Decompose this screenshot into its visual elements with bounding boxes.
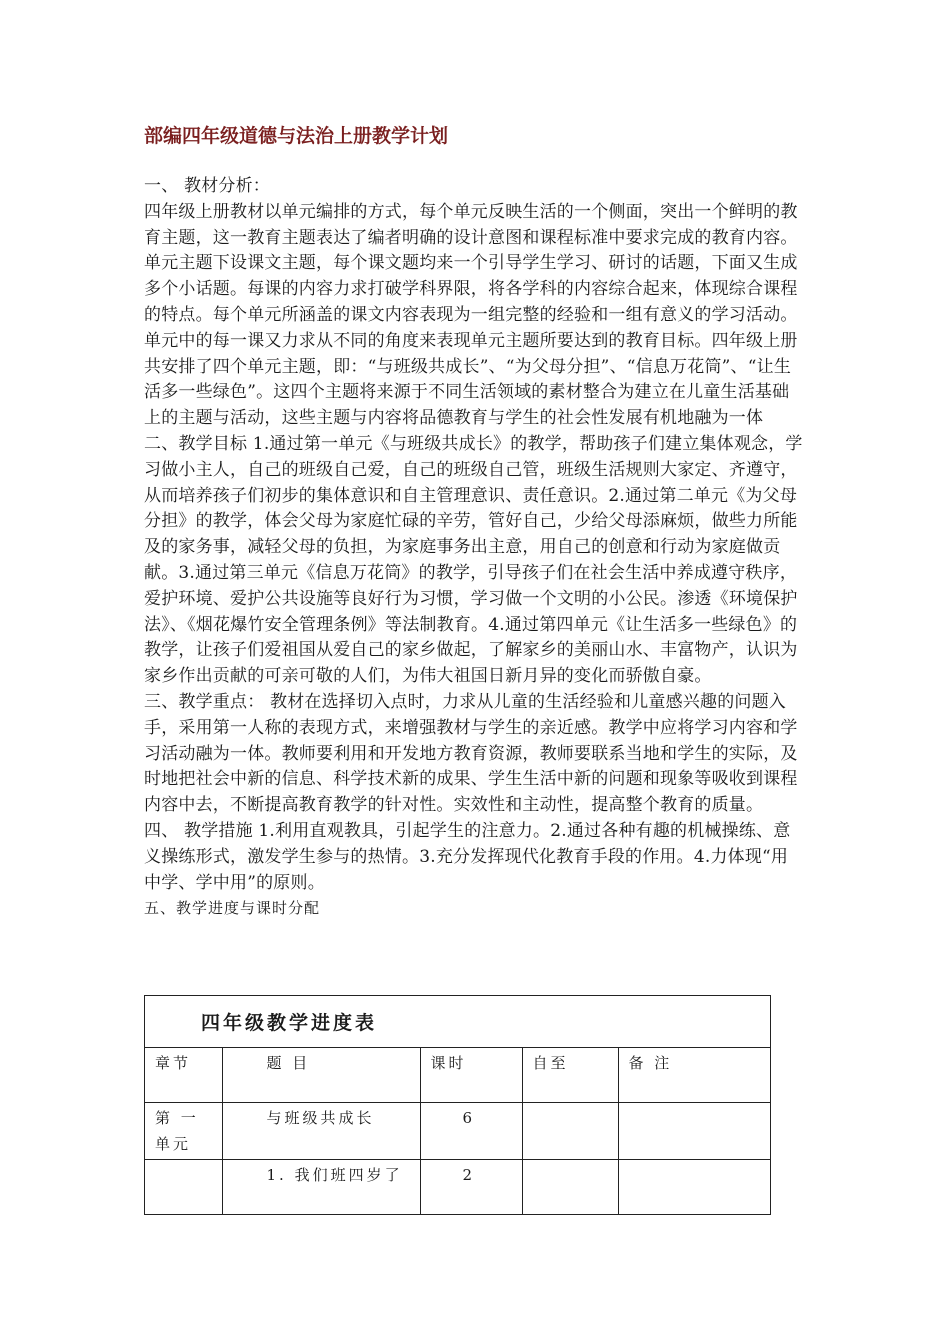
table-title-row [145,996,770,1048]
cell-from-to [522,1160,618,1215]
cell-remarks [618,1160,770,1215]
document-title: 部编四年级道德与法治上册教学计划 [144,125,449,147]
cell-hours: 6 [420,1103,522,1160]
cell-topic: 与班级共成长 [222,1103,420,1160]
header-chapter: 章节 [145,1048,222,1103]
cell-remarks [618,1103,770,1160]
table-title: 四年级教学进度表 [201,1012,378,1034]
section-5-heading: 五、教学进度与课时分配 [144,899,321,918]
header-topic: 题 目 [222,1048,420,1103]
header-remarks: 备 注 [618,1048,770,1103]
header-from-to: 自至 [522,1048,618,1103]
cell-from-to [522,1103,618,1160]
section-3-body: 三、教学重点： 教材在选择切入点时，力求从儿童的生活经验和儿童感兴趣的问题入手，采用第一人称的表现方式，来增强教材与学生的亲近感。教学中应将学习内容和学习活动融为一体。教师要利用和开发地方教育资源，教师要联系当地和学生的实际，及时地把社会中新的信息、科学技术新的成果、学生生活中新的问题和现象等吸收到课程内容中去，不断提高教育教学的针对性。实效性和主动性，提高整个教育的质量。 [144,691,798,816]
cell-chapter: 第 一单元 [145,1103,222,1160]
schedule-table [144,995,771,1215]
section-1-heading: 一、 教材分析： [144,176,271,196]
section-1-body: 四年级上册教材以单元编排的方式，每个单元反映生活的一个侧面，突出一个鲜明的教育主题，这一教育主题表达了编者明确的设计意图和课程标准中要求完成的教育内容。单元主题下设课文主题，每个课文题均来一个引导学生学习、研讨的话题，下面又生成多个小话题。每课的内容力求打破学科界限，将各学科的内容综合起来，体现综合课程的特点。每个单元所涵盖的课文内容表现为一组完整的经验和一组有意义的学习活动。单元中的每一课又力求从不同的角度来表现单元主题所要达到的教育目标。四年级上册共安排了四个单元主题，即：“与班级共成长”、“为父母分担”、“信息万花筒”、“让生活多一些绿色”。这四个主题将来源于不同生活领域的素材整合为建立在儿童生活基础上的主题与活动，这些主题与内容将品德教育与学生的社会性发展有机地融为一体 [144,201,798,429]
cell-hours: 2 [420,1160,522,1215]
cell-chapter [145,1160,222,1215]
schedule-grid [145,1048,770,1214]
section-2-body: 二、教学目标 1.通过第一单元《与班级共成长》的教学，帮助孩子们建立集体观念，学习做小主人，自己的班级自己爱，自己的班级自己管，班级生活规则大家定、齐遵守，从而培养孩子们初步的集体意识和自主管理意识、责任意识。2.通过第二单元《为父母分担》的教学，体会父母为家庭忙碌的辛劳，管好自己，少给父母添麻烦，做些力所能及的家务事，减轻父母的负担，为家庭事务出主意，用自己的创意和行动为家庭做贡献。3.通过第三单元《信息万花筒》的教学，引导孩子们在社会生活中养成遵守秩序，爱护环境、爱护公共设施等良好行为习惯，学习做一个文明的小公民。渗透《环境保护法》、《烟花爆竹安全管理条例》等法制教育。4.通过第四单元《让生活多一些绿色》的教学，让孩子们爱祖国从爱自己的家乡做起，了解家乡的美丽山水、丰富物产，认识为家乡作出贡献的可亲可敬的人们，为伟大祖国日新月异的变化而骄傲自豪。 [144,433,803,687]
table-row [145,1160,770,1215]
table-row [145,1103,770,1160]
document-body [144,174,804,922]
section-4-body: 四、 教学措施 1.利用直观教具，引起学生的注意力。2.通过各种有趣的机械操练、意义操练形式，激发学生参与的热情。3.充分发挥现代化教育手段的作用。4.力体现“用中学、学中用”的原则。 [144,820,791,893]
header-hours: 课时 [420,1048,522,1103]
cell-topic: 1. 我们班四岁了 [222,1160,420,1215]
table-header-row [145,1048,770,1103]
